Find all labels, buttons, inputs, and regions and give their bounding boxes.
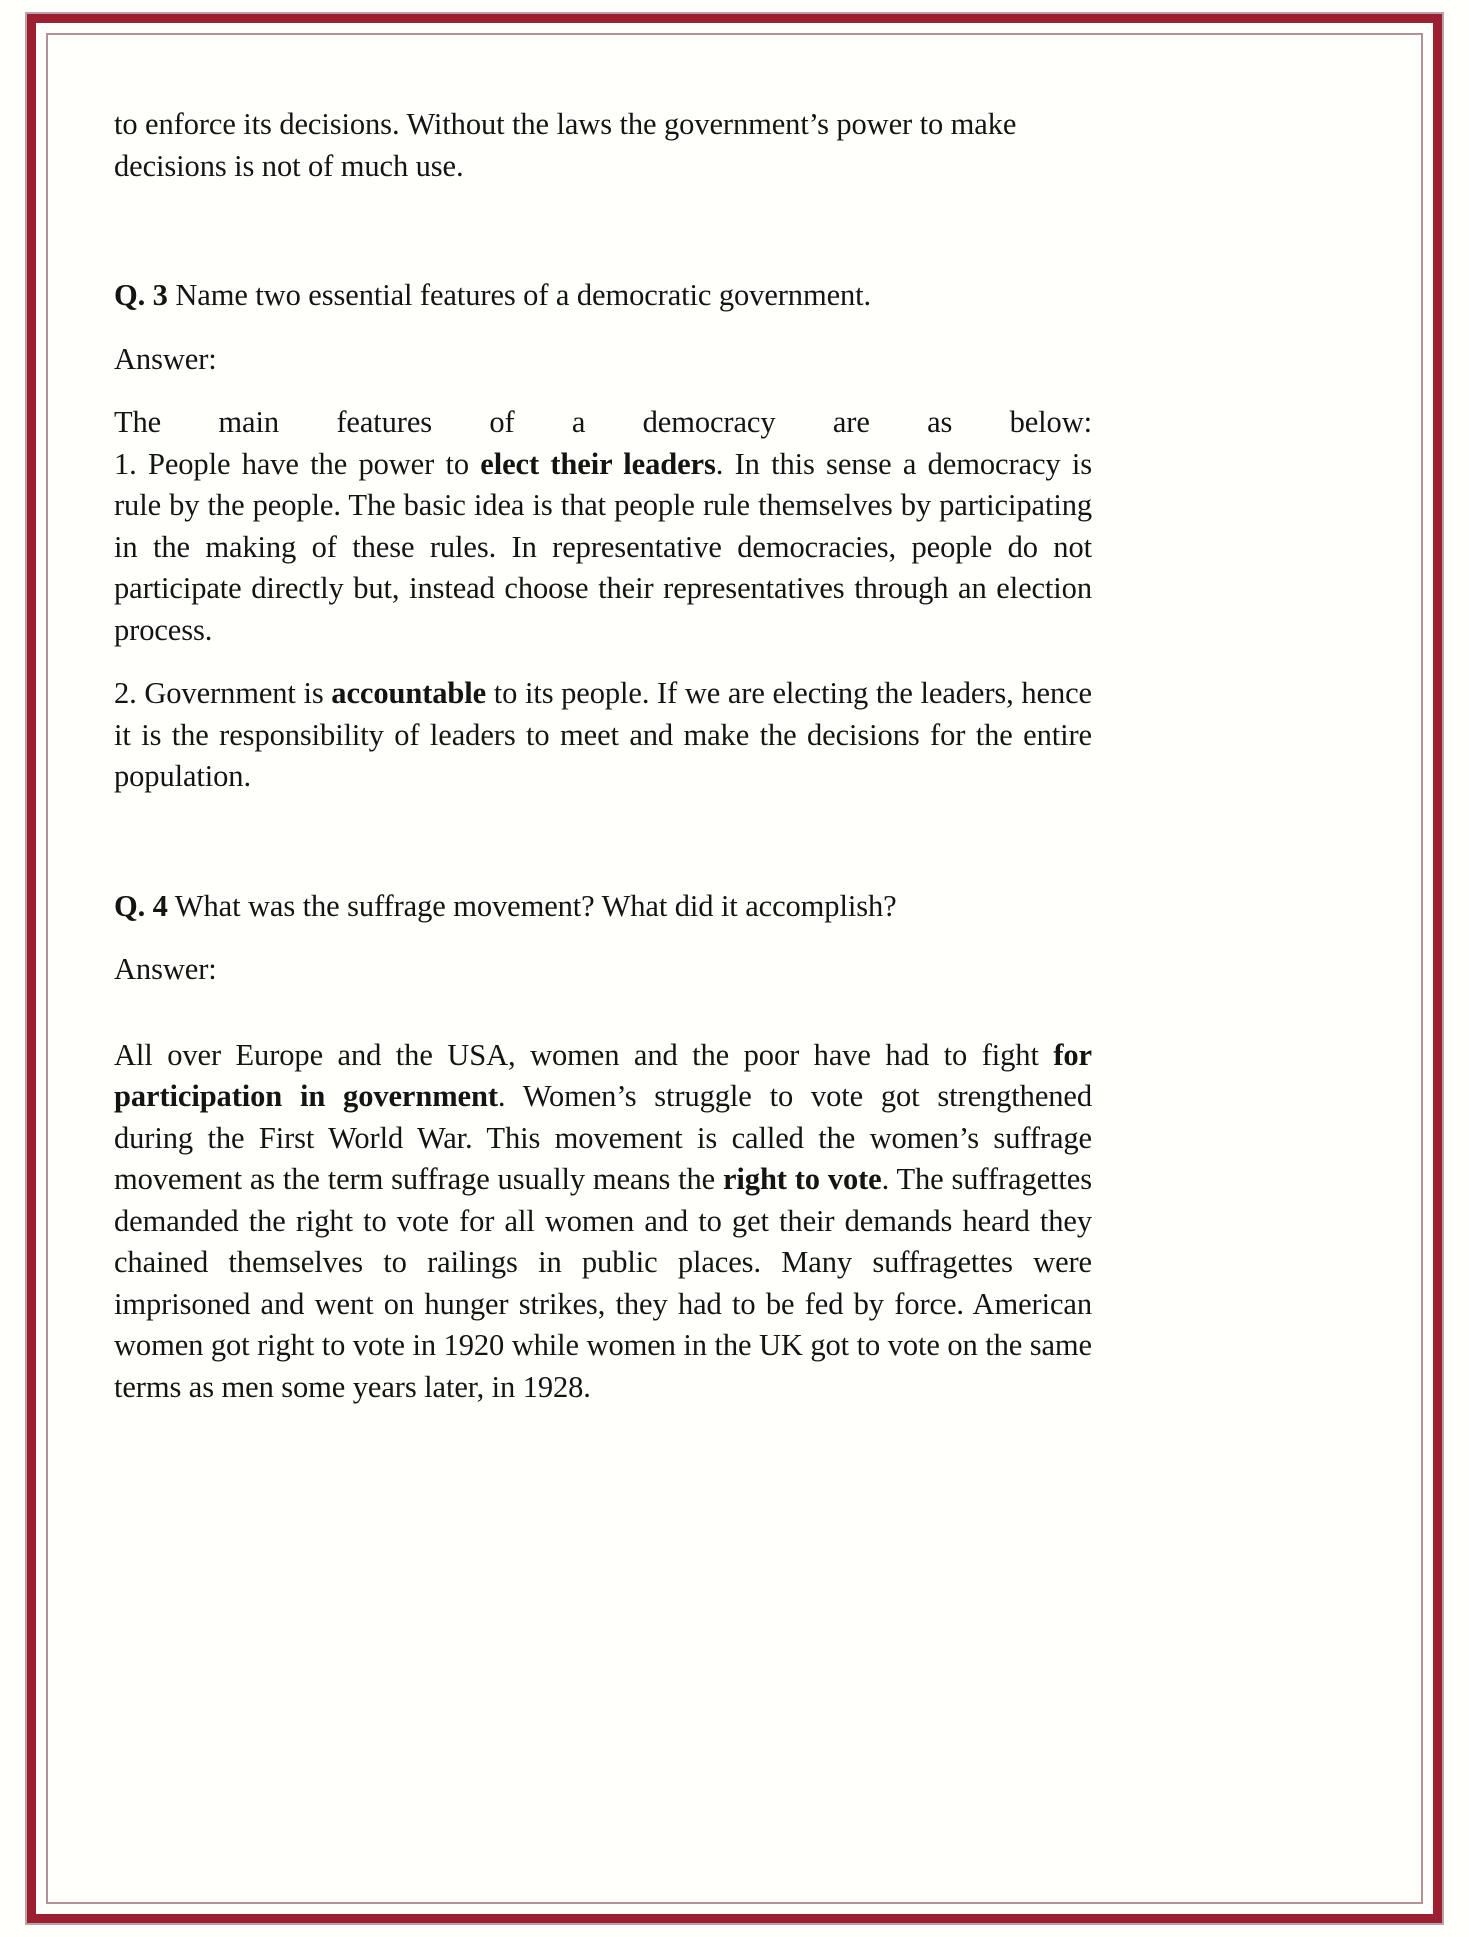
- question-3-answer-label: Answer:: [114, 341, 217, 376]
- answer-spacer: [114, 991, 1092, 1035]
- question-4-heading: [114, 886, 1092, 928]
- heading-spacer: [114, 927, 1092, 949]
- point-2-prefix: 2. Government is: [114, 676, 332, 710]
- question-4-text: What was the suffrage movement? What did it accomplish?: [167, 888, 897, 923]
- q3-answer-point-1: [114, 444, 1092, 652]
- section-spacer: [114, 187, 1092, 275]
- point-2-body: to its people. If we are electing the leaders, hence it is the responsibility of leaders to meet and make the decisions for the entire population.: [114, 676, 1092, 793]
- q4-segment-1: All over Europe and the USA, women and the poor have had to fight: [114, 1037, 1054, 1072]
- question-3-text: Name two essential features of a democratic government.: [167, 278, 872, 312]
- q4-answer-body: [114, 1035, 1092, 1409]
- q4-emphasis-1: for participation in government: [114, 1037, 1092, 1113]
- q3-answer-point-2: [114, 673, 1092, 798]
- q4-emphasis-2: right to vote: [722, 1162, 882, 1196]
- point-1-body: . In this sense a democracy is rule by the people. The basic idea is that people rule themselves by participating in the making of these rules. In representative democracies, people do not participate directly but, instead choose their representatives through an election process.: [114, 446, 1092, 647]
- q4-segment-3: . The suffragettes demanded the right to vote for all women and to get their demands heard they chained themselves to railings in public places. Many suffragettes were imprisoned and went on hunger strikes, they had to be fed by force. American women got right to vote in 1920 while women in the UK got to vote on the same terms as men some years later, in 1928.: [114, 1162, 1092, 1404]
- point-2-emphasis: accountable: [331, 676, 487, 710]
- heading-spacer: [114, 317, 1092, 339]
- answer-spacer: [114, 380, 1092, 402]
- point-1-emphasis: elect their leaders: [480, 446, 716, 481]
- q4-segment-2: . Women’s struggle to vote got strengthened during the First World War. This movement is called the women’s suffrage movement as the term suffrage usually means the: [114, 1079, 1093, 1196]
- question-3-label: Q. 3: [114, 278, 168, 312]
- question-4-answer-label: Answer:: [114, 952, 217, 986]
- point-1-prefix: 1. People have the power to: [114, 446, 481, 481]
- q3-answer-intro: The main features of a democracy are as below:: [114, 405, 1092, 439]
- document-body: [114, 104, 1092, 1408]
- continued-paragraph: to enforce its decisions. Without the laws the government’s power to make decisions is not of much use.: [114, 107, 1017, 183]
- question-3-heading: [114, 275, 1092, 317]
- point-spacer: [114, 651, 1092, 673]
- question-4-label: Q. 4: [114, 888, 168, 923]
- section-spacer: [114, 798, 1092, 886]
